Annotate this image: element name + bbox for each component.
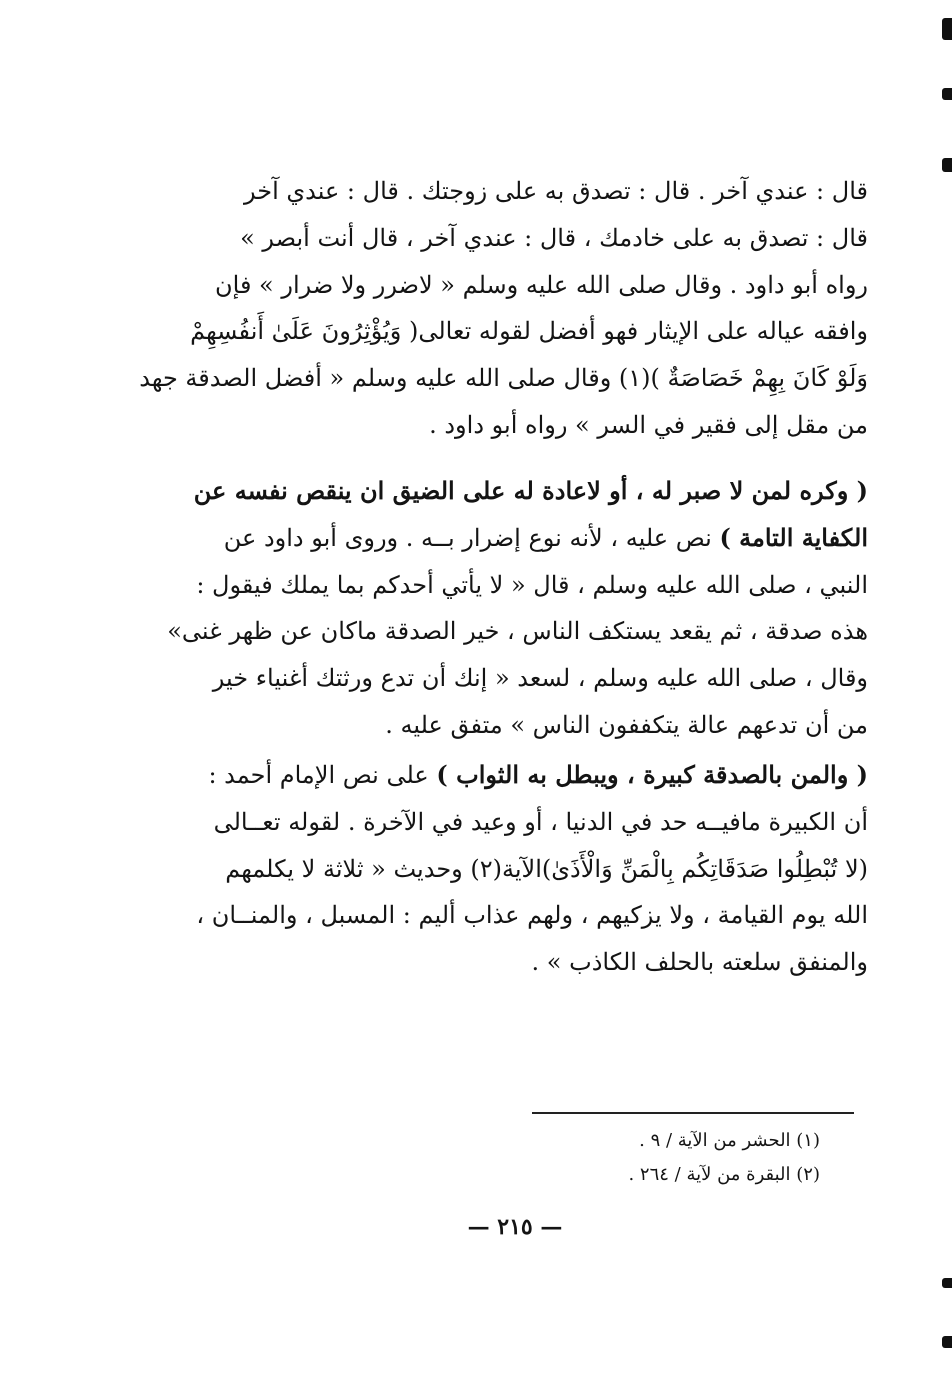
page-edge-mark bbox=[942, 88, 952, 100]
paragraph-disliked-charity bbox=[167, 468, 868, 749]
text-line-heading: ( وكره لمن لا صبر له ، أو لاعادة له على الضيق ان ينقص نفسه عن bbox=[193, 476, 868, 505]
inline-text: على نص الإمام أحمد : bbox=[208, 761, 437, 789]
text-line bbox=[208, 515, 868, 562]
text-line: (لا تُبْطِلُوا صَدَقَاتِكُم بِالْمَنِّ وَالْأَذَىٰ)الآية(٢) وحديث « ثلاثة لا يكلمهم bbox=[225, 854, 868, 883]
text-line: وافقه عياله على الإيثار فهو أفضل لقوله تعالى( وَيُؤْثِرُونَ عَلَىٰ أَنفُسِهِمْ bbox=[190, 317, 868, 346]
text-line: والمنفق سلعته بالحلف الكاذب » . bbox=[531, 948, 868, 977]
paragraph-reproach-in-charity bbox=[196, 752, 868, 986]
footnote-divider bbox=[532, 1112, 854, 1114]
inline-text: نص عليه ، لأنه نوع إضرار بــه . وروى أبو داود عن bbox=[223, 523, 720, 552]
text-line: قال : عندي آخر . قال : تصدق به على زوجتك . قال : عندي آخر bbox=[243, 177, 868, 205]
footnotes bbox=[520, 1124, 820, 1192]
page-number: — ٢١٥ — bbox=[467, 1214, 563, 1240]
text-line bbox=[208, 752, 868, 799]
text-line: من مقل إلى فقير في السر » رواه أبو داود . bbox=[429, 410, 868, 439]
page-edge-mark bbox=[942, 1278, 952, 1288]
paragraph-charity-household bbox=[139, 168, 868, 449]
text-line: الله يوم القيامة ، ولا يزكيهم ، ولهم عذاب أليم : المسبل ، والمنــان ، bbox=[196, 901, 868, 930]
text-line: من أن تدعهم عالة يتكففون الناس » متفق عليه . bbox=[385, 710, 868, 739]
text-line: هذه صدقة ، ثم يقعد يستكف الناس ، خير الصدقة ماكان عن ظهر غنى» bbox=[167, 617, 868, 646]
text-line: وقال ، صلى الله عليه وسلم ، لسعد « إنك أن تدع ورثتك أغنياء خير bbox=[212, 664, 868, 693]
text-line: أن الكبيرة مافيــه حد في الدنيا ، أو وعيد في الآخرة . لقوله تعــالى bbox=[213, 807, 868, 836]
footnote-1: (١) الحشر من الآية / ٩ . bbox=[639, 1130, 820, 1151]
footnote-2: (٢) البقرة من لآية / ٢٦٤ . bbox=[628, 1164, 820, 1185]
page-edge-mark bbox=[942, 1336, 952, 1348]
text-line: قال : تصدق به على خادمك ، قال : عندي آخر ، قال أنت أبصر » bbox=[240, 223, 868, 252]
text-line: النبي ، صلى الله عليه وسلم ، قال « لا يأتي أحدكم بما يملك فيقول : bbox=[196, 570, 868, 599]
page-edge-mark bbox=[942, 158, 952, 172]
text-line: رواه أبو داود . وقال صلى الله عليه وسلم « لاضرر ولا ضرار » فإن bbox=[215, 270, 868, 299]
inline-heading: الكفاية التامة ) bbox=[719, 522, 868, 552]
text-line: وَلَوْ كَانَ بِهِمْ خَصَاصَةٌ )(١) وقال صلى الله عليه وسلم « أفضل الصدقة جهد bbox=[139, 364, 868, 393]
page-edge-mark bbox=[942, 18, 952, 40]
inline-heading: ( والمن بالصدقة كبيرة ، ويبطل به الثواب ) bbox=[436, 760, 868, 789]
